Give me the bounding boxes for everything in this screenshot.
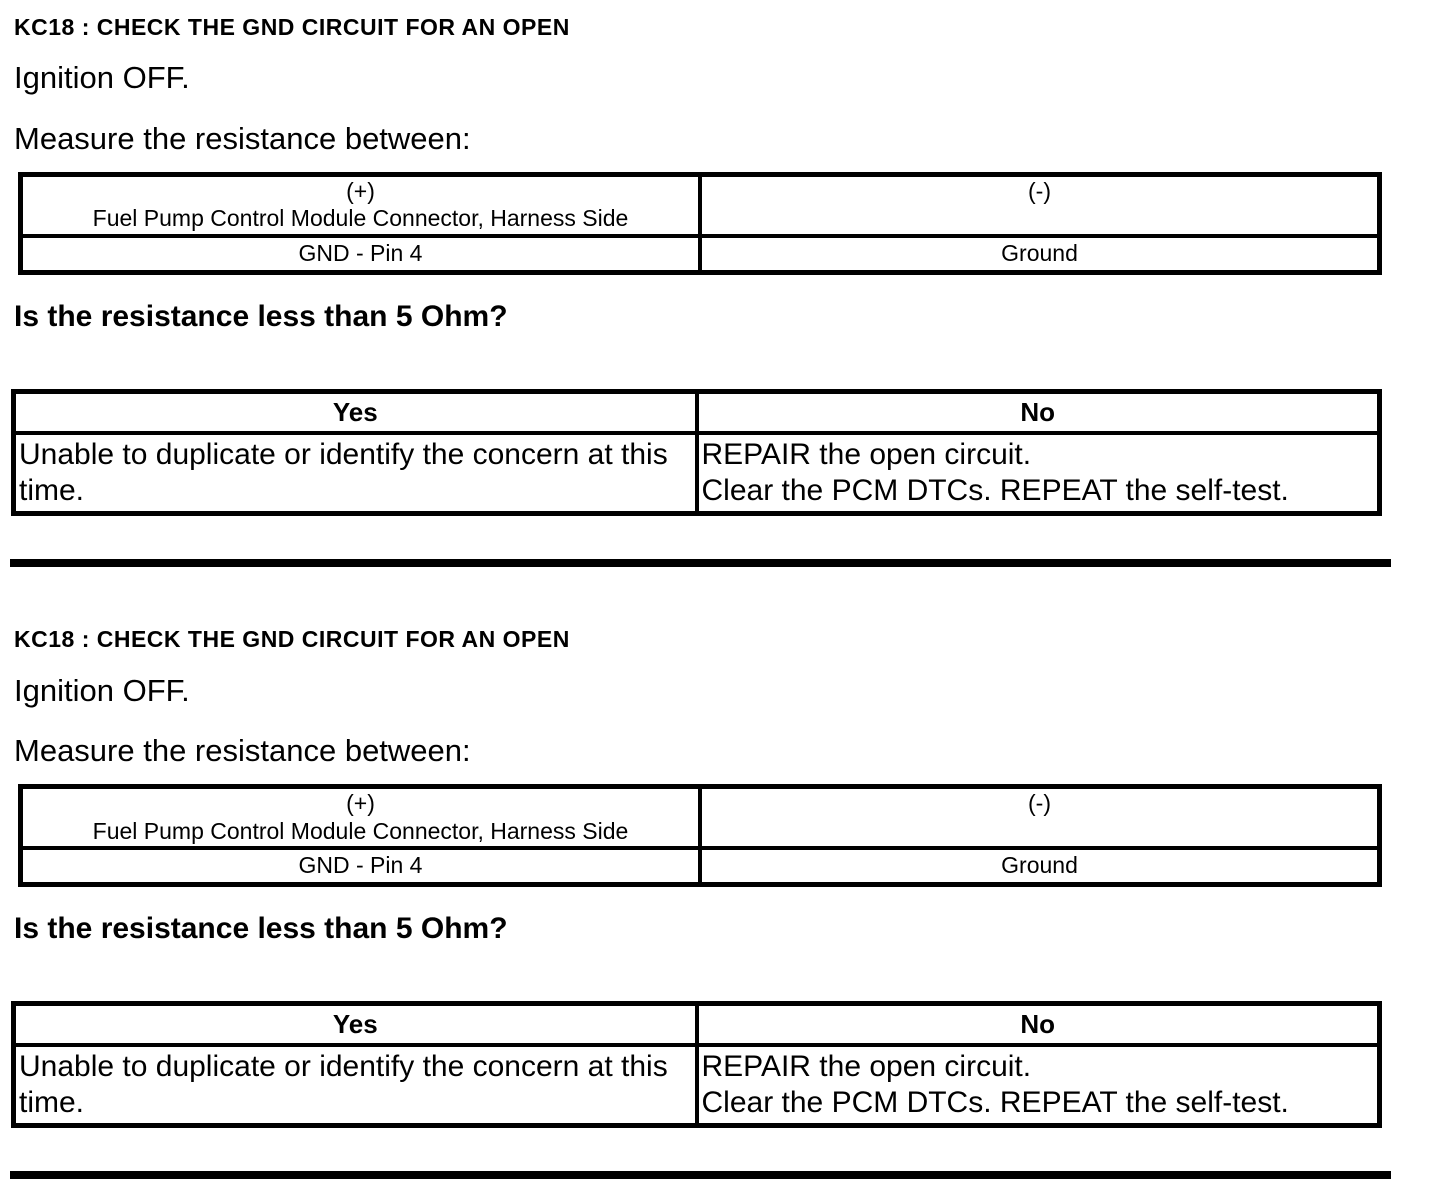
instruction-measure: Measure the resistance between: — [14, 732, 471, 768]
measurement-table — [18, 784, 1382, 887]
test-question: Is the resistance less than 5 Ohm? — [14, 912, 508, 946]
decision-header-row — [14, 1004, 1380, 1046]
no-result-cell — [697, 433, 1380, 514]
instruction-measure: Measure the resistance between: — [14, 120, 471, 156]
negative-polarity-label: (-) — [1028, 177, 1051, 204]
decision-result-row — [14, 433, 1380, 514]
section-separator — [10, 559, 1391, 567]
positive-polarity-label: (+) — [346, 177, 375, 204]
test-step-heading: KC18 : CHECK THE GND CIRCUIT FOR AN OPEN — [14, 14, 570, 40]
section-separator — [10, 1171, 1391, 1179]
negative-terminal-cell — [700, 174, 1380, 236]
instruction-ignition: Ignition OFF. — [14, 60, 190, 96]
yes-result-cell: Unable to duplicate or identify the concern at this time. — [14, 433, 697, 514]
yes-header-cell: Yes — [14, 1004, 697, 1046]
measurement-header-row — [21, 787, 1380, 849]
measurement-header-row — [21, 174, 1380, 236]
positive-polarity-label: (+) — [346, 790, 375, 816]
positive-pin-cell: GND - Pin 4 — [21, 236, 701, 273]
no-result-line-1: REPAIR the open circuit. — [701, 1050, 1032, 1084]
measurement-pin-row — [21, 848, 1380, 885]
no-result-line-2: Clear the PCM DTCs. REPEAT the self-test. — [701, 1086, 1289, 1120]
test-step-heading: KC18 : CHECK THE GND CIRCUIT FOR AN OPEN — [14, 626, 570, 653]
instruction-ignition: Ignition OFF. — [14, 672, 190, 708]
no-result-line-1: REPAIR the open circuit. — [701, 438, 1032, 472]
yes-header-cell: Yes — [14, 392, 697, 434]
no-header-cell: No — [697, 392, 1380, 434]
no-header-cell: No — [697, 1004, 1380, 1046]
negative-pin-cell: Ground — [700, 236, 1380, 273]
decision-result-row — [14, 1045, 1380, 1126]
decision-table — [11, 1001, 1382, 1128]
no-result-line-2: Clear the PCM DTCs. REPEAT the self-test. — [701, 474, 1289, 508]
test-step-section — [0, 626, 1440, 1128]
no-result-cell — [697, 1045, 1380, 1126]
test-step-section — [0, 14, 1440, 516]
measurement-pin-row — [21, 236, 1380, 273]
negative-polarity-label: (-) — [1028, 790, 1051, 816]
yes-result-cell: Unable to duplicate or identify the concern at this time. — [14, 1045, 697, 1126]
negative-pin-cell: Ground — [700, 848, 1380, 885]
positive-terminal-description: Fuel Pump Control Module Connector, Harness Side — [92, 817, 629, 844]
positive-terminal-cell — [21, 174, 701, 236]
test-question: Is the resistance less than 5 Ohm? — [14, 300, 508, 333]
positive-terminal-cell — [21, 787, 701, 849]
positive-pin-cell: GND - Pin 4 — [21, 848, 701, 885]
positive-terminal-description: Fuel Pump Control Module Connector, Harness Side — [92, 205, 629, 232]
negative-terminal-cell — [700, 787, 1380, 849]
decision-table — [11, 389, 1382, 516]
decision-header-row — [14, 392, 1380, 434]
measurement-table — [18, 172, 1382, 275]
